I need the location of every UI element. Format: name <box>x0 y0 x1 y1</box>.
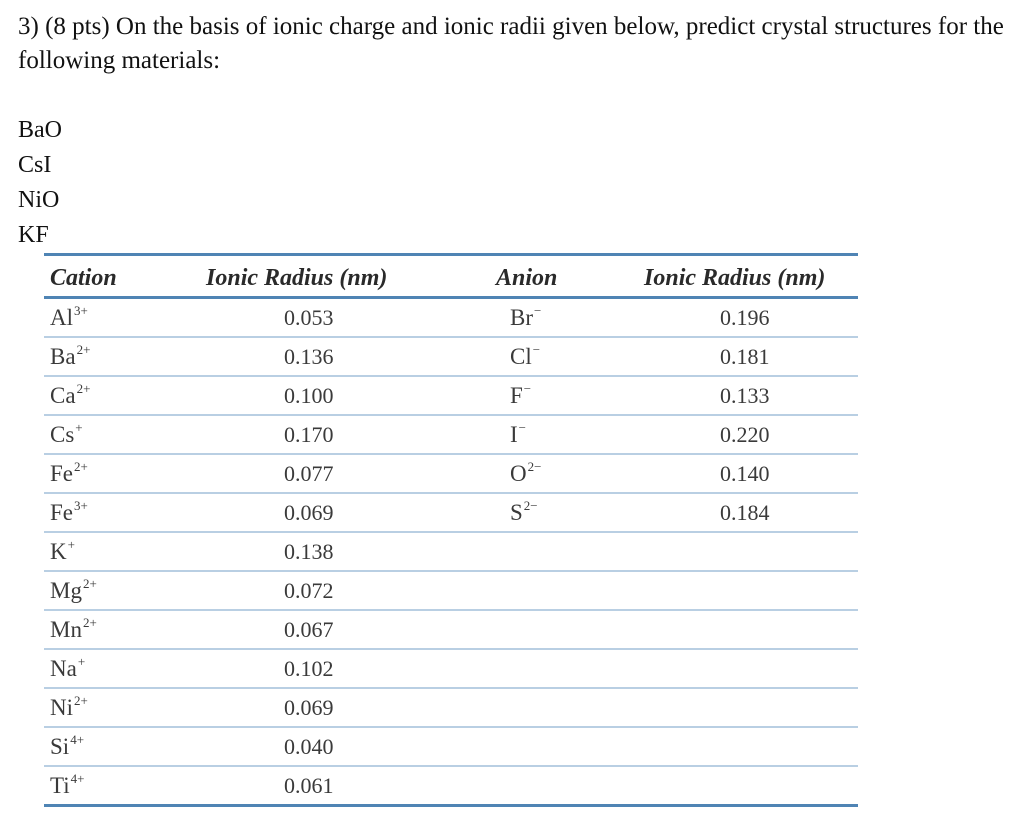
cation-cell-symbol: Mg <box>50 578 82 603</box>
anion-cell-charge: − <box>534 303 542 318</box>
cation-cell-symbol: Ca <box>50 383 76 408</box>
cation-radius-cell: 0.069 <box>284 500 334 525</box>
table-row <box>44 572 858 611</box>
anion-cell <box>510 416 526 456</box>
cation-cell-charge: 3+ <box>74 498 88 513</box>
cation-cell-charge: 2+ <box>82 576 97 591</box>
header-anion: Anion <box>496 265 558 291</box>
cation-cell-charge: 2+ <box>82 615 97 630</box>
anion-cell-symbol: S <box>510 500 523 525</box>
cation-cell-charge: 4+ <box>70 732 85 747</box>
cation-radius-cell: 0.053 <box>284 305 334 330</box>
cation-cell <box>50 728 84 768</box>
cation-cell <box>50 299 88 339</box>
cation-cell <box>50 377 90 417</box>
cation-cell-charge: 4+ <box>70 771 85 786</box>
cation-cell-symbol: Cs <box>50 422 75 447</box>
cation-cell-symbol: Fe <box>50 461 73 486</box>
table-row <box>44 611 858 650</box>
header-cation: Cation <box>50 265 117 291</box>
cation-radius-cell: 0.077 <box>284 461 334 486</box>
table-row <box>44 650 858 689</box>
question-text: 3) (8 pts) On the basis of ionic charge and ionic radii given below, predict crystal structures for the following materials: <box>18 13 1004 74</box>
cation-radius-cell: 0.102 <box>284 656 334 681</box>
cation-cell-symbol: Ti <box>50 773 70 798</box>
table-body <box>44 299 858 807</box>
cation-radius-cell: 0.040 <box>284 734 334 759</box>
cation-radius-cell: 0.170 <box>284 422 334 447</box>
cation-cell-symbol: Ni <box>50 695 73 720</box>
cation-cell-symbol: Fe <box>50 500 73 525</box>
anion-cell <box>510 494 538 534</box>
anion-cell-charge: 2− <box>523 498 538 513</box>
cation-cell <box>50 338 90 378</box>
anion-radius-cell: 0.133 <box>720 383 770 408</box>
ionic-radii-table <box>44 253 858 807</box>
table-row <box>44 728 858 767</box>
cation-cell <box>50 689 88 729</box>
cation-radius-cell: 0.069 <box>284 695 334 720</box>
anion-cell-charge: − <box>523 381 532 396</box>
table-row <box>44 689 858 728</box>
table-row <box>44 455 858 494</box>
material-item: BaO <box>18 117 62 143</box>
anion-cell-symbol: Br <box>510 305 533 330</box>
anion-radius-cell: 0.181 <box>720 344 770 369</box>
table-row <box>44 338 858 377</box>
cation-cell-charge: 2+ <box>76 381 91 396</box>
cation-radius-cell: 0.061 <box>284 773 334 798</box>
cation-cell-symbol: K <box>50 539 67 564</box>
anion-cell-charge: 2− <box>527 459 542 474</box>
anion-radius-cell: 0.220 <box>720 422 770 447</box>
cation-cell-symbol: Al <box>50 305 73 330</box>
cation-cell <box>50 650 85 690</box>
cation-cell-charge: 2+ <box>74 693 88 708</box>
anion-radius-cell: 0.184 <box>720 500 770 525</box>
material-item: NiO <box>18 187 60 213</box>
cation-cell-symbol: Ba <box>50 344 76 369</box>
table-row <box>44 377 858 416</box>
anion-cell-symbol: Cl <box>510 344 532 369</box>
table-row <box>44 494 858 533</box>
cation-cell-charge: + <box>67 537 75 552</box>
cation-radius-cell: 0.136 <box>284 344 334 369</box>
header-anion-radius: Ionic Radius (nm) <box>644 265 826 291</box>
anion-cell-charge: − <box>518 420 527 435</box>
anion-cell-symbol: F <box>510 383 523 408</box>
anion-cell <box>510 299 541 339</box>
cation-cell <box>50 416 83 456</box>
anion-cell <box>510 338 540 378</box>
materials-list <box>18 113 62 253</box>
cation-cell-symbol: Na <box>50 656 77 681</box>
anion-cell-symbol: O <box>510 461 527 486</box>
table-row <box>44 533 858 572</box>
cation-cell <box>50 767 84 807</box>
cation-cell-charge: 2+ <box>74 459 88 474</box>
cation-cell-charge: 2+ <box>76 342 91 357</box>
anion-cell <box>510 377 531 417</box>
cation-cell-symbol: Mn <box>50 617 82 642</box>
cation-radius-cell: 0.072 <box>284 578 334 603</box>
table-row <box>44 416 858 455</box>
header-cation-radius: Ionic Radius (nm) <box>206 265 388 291</box>
cation-cell <box>50 455 88 495</box>
anion-cell <box>510 455 541 495</box>
cation-cell <box>50 494 88 534</box>
anion-cell-charge: − <box>532 342 541 357</box>
anion-cell-symbol: I <box>510 422 518 447</box>
table-header <box>44 256 858 299</box>
cation-cell-symbol: Si <box>50 734 70 759</box>
material-item: CsI <box>18 152 52 178</box>
material-item: KF <box>18 222 49 248</box>
cation-cell <box>50 572 97 612</box>
cation-radius-cell: 0.138 <box>284 539 334 564</box>
cation-radius-cell: 0.100 <box>284 383 334 408</box>
anion-radius-cell: 0.196 <box>720 305 770 330</box>
cation-cell <box>50 533 75 573</box>
table-row <box>44 767 858 807</box>
cation-cell <box>50 611 97 651</box>
cation-cell-charge: + <box>75 420 83 435</box>
anion-radius-cell: 0.140 <box>720 461 770 486</box>
table-row <box>44 299 858 338</box>
cation-radius-cell: 0.067 <box>284 617 334 642</box>
cation-cell-charge: + <box>77 654 86 669</box>
cation-cell-charge: 3+ <box>74 303 88 318</box>
